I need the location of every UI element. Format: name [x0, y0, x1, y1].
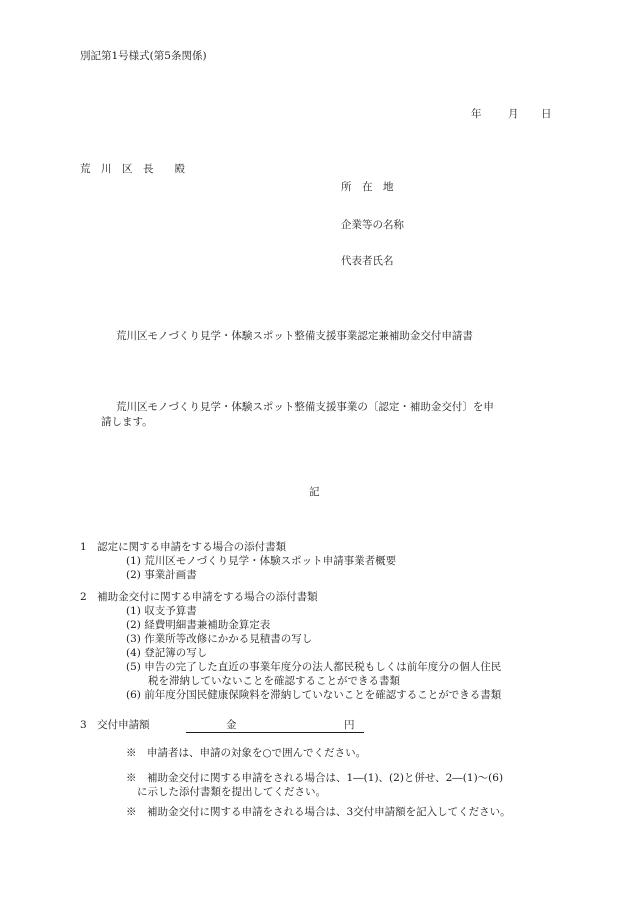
addressee: 荒 川 区 長 殿 [80, 163, 185, 175]
amount-field-underline [186, 718, 364, 733]
note-2-continuation: に示した添付書類を提出してください。 [137, 786, 326, 798]
section-2-item: (2) 経費明細書兼補助金算定表 [126, 619, 271, 631]
date-month: 月 [508, 108, 519, 120]
amount-suffix: 円 [344, 719, 355, 731]
address-label: 所 在 地 [341, 181, 394, 193]
note-2: ※ 補助金交付に関する申請をされる場合は、1―(1)、(2)と併せ、2―(1)～(6) [126, 772, 504, 784]
company-name-label: 企業等の名称 [341, 219, 404, 231]
section-2-item: (6) 前年度分国民健康保険料を滞納していないことを確認することができる書類 [126, 689, 502, 701]
note-3: ※ 補助金交付に関する申請をされる場合は、3交付申請額を記入してください。 [126, 806, 511, 818]
section-2-item-continuation: 税を滞納していないことを確認することができる書類 [148, 675, 400, 687]
section-1-item: (2) 事業計画書 [126, 569, 197, 581]
date-day: 日 [541, 108, 552, 120]
section-3-heading: 3 交付申請額 [80, 719, 150, 731]
section-2-item: (3) 作業所等改修にかかる見積書の写し [126, 633, 313, 645]
date-year: 年 [471, 108, 482, 120]
ki-heading: 記 [309, 486, 320, 498]
representative-label: 代表者氏名 [341, 255, 394, 267]
section-2-item: (4) 登記簿の写し [126, 647, 208, 659]
section-1-heading: 1 認定に関する申請をする場合の添付書類 [80, 541, 287, 553]
section-2-heading: 2 補助金交付に関する申請をする場合の添付書類 [80, 591, 318, 603]
section-2-item: (1) 収支予算書 [126, 605, 197, 617]
body-line-1: 荒川区モノづくり見学・体験スポット整備支援事業の〔認定・補助金交付〕を申 [116, 401, 494, 413]
body-line-2: 請します。 [101, 416, 153, 428]
amount-prefix: 金 [226, 719, 237, 731]
note-1: ※ 申請者は、申請の対象を○で囲んでください。 [126, 747, 367, 759]
section-1-item: (1) 荒川区モノづくり見学・体験スポット申請事業者概要 [126, 555, 397, 567]
section-2-item: (5) 申告の完了した直近の事業年度分の法人都民税もしくは前年度分の個人住民 [126, 661, 502, 673]
form-id: 別記第1号様式(第5条関係) [80, 50, 207, 62]
document-title: 荒川区モノづくり見学・体験スポット整備支援事業認定兼補助金交付申請書 [116, 330, 473, 342]
